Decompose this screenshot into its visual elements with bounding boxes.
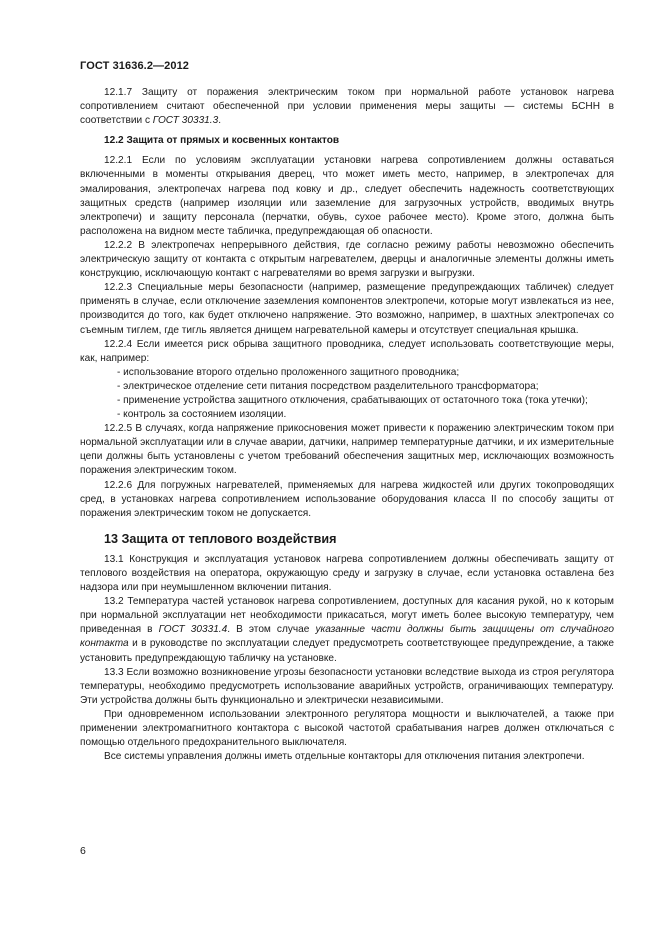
- list-item: - контроль за состоянием изоляции.: [117, 409, 287, 421]
- section-13-heading: 13 Защита от теплового воздействия: [104, 531, 337, 546]
- list-item: - электрическое отделение сети питания посредством разделительного трансформатора;: [117, 380, 539, 392]
- standard-reference: ГОСТ 30331.3: [152, 115, 219, 127]
- paragraph-13-1: 13.1 Конструкция и эксплуатация установок нагрева сопротивлением должны обеспечивать защиту от теплового воздействия на оператора, окружающую среду и загрузку в случае, если установка оставлена без надзора или при неумышленном включении питания.: [80, 553, 614, 594]
- paragraph-12-1-7-text: 12.1.7 Защиту от поражения электрическим током при нормальной работе установок нагрева сопротивлением считают обеспеченной при условии применения меры защиты — системы БСНН в соответствии с: [80, 87, 614, 127]
- list-item: - применение устройства защитного отключения, срабатывающих от остаточного тока (тока утечки);: [117, 394, 588, 406]
- paragraph-12-2-5: 12.2.5 В случаях, когда напряжение прикосновения может привести к поражению электрическим током при нормальной эксплуатации или в случае аварии, датчики, например температурные датчики, и их измерительные цепи должны быть установлены с учетом требований обеспечения защитных мер, исключающих возможность поражения электрическим током.: [80, 423, 614, 477]
- paragraph-12-1-7: [80, 86, 614, 128]
- emphasized-text: указанные части должны быть защищены от случайного контакта: [80, 624, 615, 650]
- paragraph-12-2-4: 12.2.4 Если имеется риск обрыва защитного проводника, следует использовать соответствующие меры, как, например:: [80, 338, 614, 364]
- paragraph-13-3: 13.3 Если возможно возникновение угрозы безопасности установки вследствие выхода из строя регулятора температуры, необходимо предусмотреть использование аварийных устройств, ограничивающих температуру. Эти устройства должны быть функционально и электрически независимыми.: [80, 666, 614, 706]
- paragraph-12-2-3: 12.2.3 Специальные меры безопасности (например, размещение предупреждающих табличек) следует применять в случае, если отключение заземления компонентов электропечи, которые могут извлекаться из нее, производится до того, как будет отключено напряжение. Это возможно, например, в шахтных электропечах со съемным тиглем, где тигль является днищем нагревательной камеры и отсутствует специальная крышка.: [80, 282, 614, 336]
- paragraph-13-3-c: Все системы управления должны иметь отдельные контакторы для отключения питания электропечи.: [104, 751, 585, 763]
- paragraph-13-3-b: При одновременном использовании электронного регулятора мощности и выключателей, а также при применении электромагнитного контактора с высокой частотой срабатывания нагрев должен отключаться с помощью отдельного предохранительного выключателя.: [80, 708, 614, 749]
- paragraph-13-2-text-2: . В этом случае: [227, 624, 316, 636]
- paragraph-13-2: [80, 595, 614, 665]
- standard-code-header: ГОСТ 31636.2—2012: [80, 60, 190, 72]
- list-item: - использование второго отдельно проложенного защитного проводника;: [117, 366, 460, 378]
- paragraph-12-2-6: 12.2.6 Для погружных нагревателей, применяемых для нагрева жидкостей или других токопроводящих сред, в установках нагрева сопротивлением использование оборудования класса II по способу защиты от поражения электрическим током не допускается.: [80, 479, 614, 519]
- paragraph-12-1-7-end: .: [218, 115, 222, 127]
- section-12-2-heading: 12.2 Защита от прямых и косвенных контактов: [104, 135, 340, 147]
- standard-reference: ГОСТ 30331.4: [158, 624, 228, 636]
- paragraph-13-2-text-3: и в руководстве по эксплуатации следует предусмотреть соответствующее предупреждение, а также установить предупреждающую табличку на установке.: [80, 638, 614, 664]
- paragraph-12-2-2: 12.2.2 В электропечах непрерывного действия, где согласно режиму работы невозможно обеспечить электрическую защиту от контакта с открытым нагревателем, дверцы и аналогичные элементы должны иметь конструкцию, исключающую контакт с нагревателями во время загрузки и выгрузки.: [80, 239, 614, 280]
- document-body: [80, 86, 614, 764]
- paragraph-13-2-text: 13.2 Температура частей установок нагрева сопротивлением, доступных для касания рукой, но к которым при нормальной эксплуатации нет необходимости прикасаться, могут иметь более высокую температуру, чем приведенная в: [80, 596, 614, 636]
- paragraph-12-2-1: 12.2.1 Если по условиям эксплуатации установки нагрева сопротивлением должны оставаться включенными в моменты открывания дверец, что может иметь место, например, в электропечах для эмалирования, электропечах нагрева под ковку и др., следует обеспечить надежность соответствующих защитных средств (например изоляции или заземление для загрузочных устройств, вводимых внутрь электропечи) и защиту персонала (перчатки, обувь, сухое рабочее место). Кроме этого, должна быть расположена на видном месте табличка, предупреждающая об опасности.: [80, 155, 614, 237]
- page-number: 6: [80, 845, 86, 857]
